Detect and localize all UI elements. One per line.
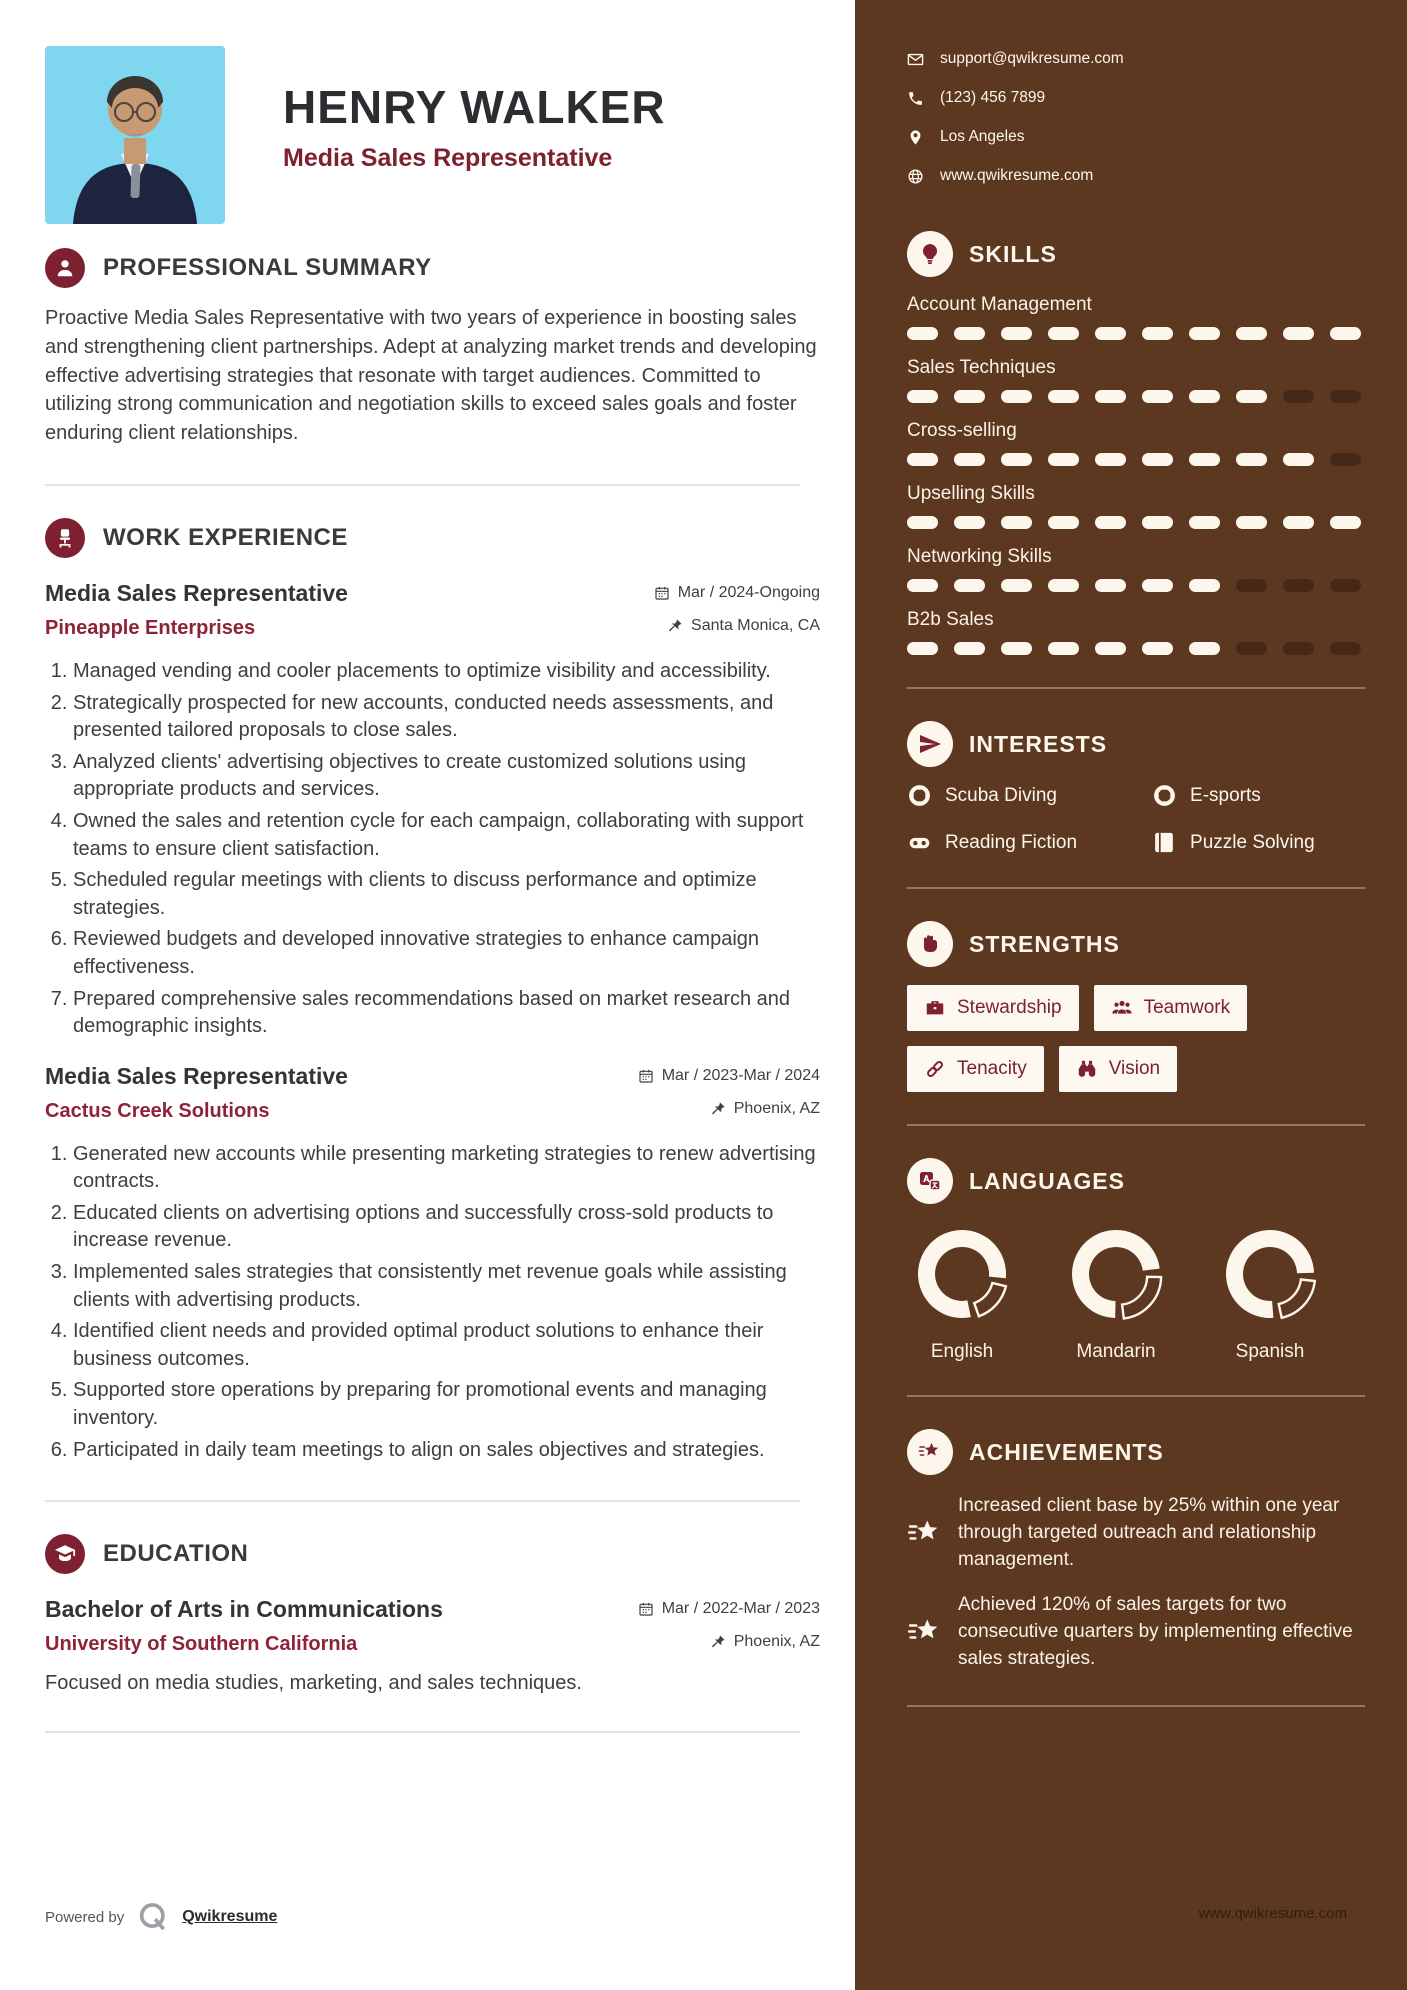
divider: [45, 484, 800, 486]
skill-label: Account Management: [907, 294, 1092, 315]
skill-dash: [1283, 327, 1314, 340]
experience-section: [45, 518, 820, 1464]
job-bullet: 5. Scheduled regular meetings with clients to discuss performance and optimize strategies.: [73, 867, 820, 922]
skill-dash: [907, 390, 938, 403]
phone-icon: [907, 90, 924, 107]
skill-dash: [1236, 390, 1267, 403]
skill-dash: [1095, 642, 1126, 655]
strength-chip: [907, 1046, 1044, 1092]
skill-dash: [1095, 327, 1126, 340]
skill-dash: [1189, 390, 1220, 403]
job-entry: [45, 580, 820, 1041]
skills-heading: SKILLS: [969, 240, 1057, 267]
job-bullet: 3. Implemented sales strategies that consistently met revenue goals while assisting clients with advertising products.: [73, 1259, 820, 1314]
skill-dash: [907, 516, 938, 529]
lifebuoy-icon: [907, 783, 932, 808]
skill-dash: [1142, 327, 1173, 340]
language-label: Spanish: [1235, 1341, 1305, 1362]
skill-dash: [1142, 642, 1173, 655]
job-date: [638, 1067, 820, 1085]
interests-section: [907, 721, 1365, 855]
job-bullet: 4. Owned the sales and retention cycle for each campaign, collaborating with support teams to ensure client satisfaction.: [73, 808, 820, 863]
skill-dash: [1001, 579, 1032, 592]
job-title-row: [45, 580, 820, 607]
header: [45, 46, 820, 224]
divider: [45, 1500, 800, 1502]
skill-dash: [1236, 579, 1267, 592]
skill-dash: [1001, 390, 1032, 403]
binoculars-icon: [1076, 1058, 1098, 1080]
job-date: [654, 584, 820, 602]
skill-dash: [954, 390, 985, 403]
job-bullets: [45, 658, 820, 1041]
skill-dash: [1048, 327, 1079, 340]
skill-dash: [1048, 579, 1079, 592]
strength-label: Stewardship: [957, 997, 1062, 1018]
achievement-text: Achieved 120% of sales targets for two consecutive quarters by implementing effective sales strategies.: [958, 1593, 1353, 1669]
job-company-row: [45, 607, 820, 640]
interest-item: [1152, 830, 1365, 855]
job-bullet: 1. Managed vending and cooler placements to optimize visibility and accessibility.: [73, 658, 820, 686]
lightbulb-icon: [907, 231, 953, 277]
education-heading: EDUCATION: [103, 1540, 249, 1568]
job-title: Media Sales Representative: [45, 1062, 348, 1089]
education-date-text: Mar / 2022-Mar / 2023: [661, 1600, 820, 1618]
job-bullet: 2. Educated clients on advertising options and successfully cross-sold products to increase revenue.: [73, 1200, 820, 1255]
job-company: Pineapple Enterprises: [45, 616, 256, 639]
language-donut: [907, 1224, 1017, 1329]
education-location-text: Phoenix, AZ: [733, 1633, 820, 1651]
footer: [45, 1900, 277, 1934]
language-donut: [1061, 1224, 1171, 1329]
powered-by-label: Powered by: [45, 1908, 125, 1926]
strength-label: Vision: [1108, 1058, 1161, 1079]
globe-icon: [907, 168, 924, 185]
interest-label: Puzzle Solving: [1190, 831, 1315, 853]
education-heading-row: [45, 1534, 820, 1574]
job-bullet: 3. Analyzed clients' advertising objectives to create customized solutions using appropriate products and services.: [73, 749, 820, 804]
job-bullet: 1. Generated new accounts while presenting marketing strategies to renew advertising contracts.: [73, 1141, 820, 1196]
sidebar-divider: [907, 1124, 1365, 1126]
skill-dash: [1236, 453, 1267, 466]
skill-label: Upselling Skills: [907, 483, 1035, 504]
shooting-star-icon: [907, 1429, 953, 1475]
graduate-icon: [45, 1534, 85, 1574]
skill-dash: [1189, 453, 1220, 466]
education-date: [638, 1600, 820, 1618]
skill-bar: [907, 516, 1365, 529]
jobs-list: [45, 580, 820, 1464]
achievements-section: [907, 1429, 1365, 1673]
pushpin-icon: [667, 618, 683, 634]
interest-label: Reading Fiction: [945, 831, 1078, 853]
interest-item: [907, 783, 1152, 808]
job-bullet: 6. Reviewed budgets and developed innovative strategies to enhance campaign effectiveness.: [73, 926, 820, 981]
job-location-text: Santa Monica, CA: [691, 616, 820, 634]
skill-dash: [1236, 516, 1267, 529]
sidebar-divider: [907, 1705, 1365, 1707]
languages-heading: LANGUAGES: [969, 1167, 1125, 1194]
translate-icon: [907, 1158, 953, 1204]
achievements-list: [907, 1493, 1365, 1673]
person-name: HENRY WALKER: [283, 81, 666, 133]
skill-dash: [1236, 642, 1267, 655]
skill-label: B2b Sales: [907, 609, 994, 630]
skill-dash: [1283, 390, 1314, 403]
language-item: [907, 1224, 1017, 1363]
skill-bar: [907, 327, 1365, 340]
achievement-item: [907, 1592, 1365, 1673]
people-icon: [1111, 997, 1133, 1019]
skill-dash: [1283, 516, 1314, 529]
divider: [45, 1731, 800, 1733]
skill-label: Sales Techniques: [907, 357, 1056, 378]
skill-dash: [907, 327, 938, 340]
skill-dash: [1001, 516, 1032, 529]
job-title-row: [45, 1063, 820, 1090]
skill-bar: [907, 642, 1365, 655]
sidebar-divider: [907, 887, 1365, 889]
interest-item: [1152, 783, 1365, 808]
skill-dash: [1001, 327, 1032, 340]
skills-section: [907, 231, 1365, 655]
skill-dash: [1236, 327, 1267, 340]
skill-dash: [1330, 579, 1361, 592]
skill-dash: [1048, 390, 1079, 403]
contact-item: [907, 50, 1365, 68]
school: University of Southern California: [45, 1633, 358, 1656]
calendar-icon: [654, 585, 670, 601]
skill-dash: [1283, 642, 1314, 655]
contact-block: [907, 50, 1365, 185]
interests-heading: INTERESTS: [969, 730, 1108, 757]
job-company: Cactus Creek Solutions: [45, 1099, 270, 1122]
book-icon: [1152, 830, 1177, 855]
contact-item: [907, 167, 1365, 185]
summary-heading: PROFESSIONAL SUMMARY: [103, 254, 432, 281]
strength-label: Teamwork: [1143, 997, 1231, 1018]
skill-label: Networking Skills: [907, 546, 1052, 567]
skill-dash: [1142, 516, 1173, 529]
job-date-text: Mar / 2023-Mar / 2024: [661, 1066, 820, 1084]
achievement-item: [907, 1493, 1365, 1574]
skill-dash: [1095, 390, 1126, 403]
summary-section: [45, 248, 820, 448]
contact-text: support@qwikresume.com: [940, 50, 1124, 67]
skill-dash: [1048, 642, 1079, 655]
watermark: www.qwikresume.com: [1198, 1905, 1347, 1922]
briefcase-icon: [924, 997, 946, 1019]
skill-dash: [1283, 579, 1314, 592]
skill-dash: [1095, 516, 1126, 529]
language-item: [1215, 1224, 1325, 1363]
strength-chip: [1094, 985, 1248, 1031]
fist-icon: [907, 921, 953, 967]
job-bullet: 4. Identified client needs and provided optimal product solutions to enhance their business outcomes.: [73, 1318, 820, 1373]
qwikresume-logo-icon: [136, 1900, 170, 1934]
skill-dash: [954, 516, 985, 529]
achievements-heading: ACHIEVEMENTS: [969, 1438, 1164, 1465]
skill-bar: [907, 453, 1365, 466]
main-column: [45, 0, 820, 1765]
chain-icon: [924, 1058, 946, 1080]
interest-label: Scuba Diving: [945, 784, 1057, 806]
shooting-star-icon: [907, 1493, 943, 1574]
skill-dash: [1189, 579, 1220, 592]
skill-dash: [1330, 327, 1361, 340]
lifebuoy-icon: [1152, 783, 1177, 808]
strength-label: Tenacity: [957, 1058, 1027, 1079]
skill-dash: [1330, 642, 1361, 655]
skills-list: [907, 294, 1365, 655]
strengths-heading: STRENGTHS: [969, 930, 1120, 957]
job-bullet: 5. Supported store operations by preparing for promotional events and managing inventory.: [73, 1377, 820, 1432]
job-bullet: 7. Prepared comprehensive sales recommendations based on market research and demographic insights.: [73, 986, 820, 1041]
skill-dash: [907, 642, 938, 655]
job-title: Media Sales Representative: [45, 579, 348, 606]
strength-chip: [907, 985, 1079, 1031]
skill-dash: [1283, 453, 1314, 466]
skill-dash: [954, 327, 985, 340]
contact-text: www.qwikresume.com: [940, 167, 1094, 184]
pushpin-icon: [710, 1634, 726, 1650]
contact-item: [907, 128, 1365, 146]
skill-dash: [1189, 327, 1220, 340]
skill-bar: [907, 390, 1365, 403]
shooting-star-icon: [907, 1592, 943, 1673]
job-entry: [45, 1063, 820, 1465]
person-bust-icon: [45, 248, 85, 288]
map-pin-icon: [907, 129, 924, 146]
skill-bar: [907, 579, 1365, 592]
strength-chip: [1059, 1046, 1177, 1092]
skill-dash: [907, 579, 938, 592]
achievement-text: Increased client base by 25% within one year through targeted outreach and relationship management.: [958, 1495, 1340, 1570]
education-location: [710, 1633, 820, 1651]
experience-heading-row: [45, 518, 820, 558]
skill-dash: [1001, 453, 1032, 466]
education-note: Focused on media studies, marketing, and sales techniques.: [45, 1672, 582, 1695]
contact-item: [907, 89, 1365, 107]
envelope-icon: [907, 51, 924, 68]
degree: Bachelor of Arts in Communications: [45, 1596, 443, 1623]
profile-photo: [45, 46, 225, 224]
qwikresume-link[interactable]: Qwikresume: [182, 1908, 278, 1925]
calendar-icon: [638, 1601, 654, 1617]
summary-text: Proactive Media Sales Representative with two years of experience in boosting sales and strengthening client partnerships. Adept at analyzing market trends and developing effective advertising strategies that resonate with target audiences. Committed to utilizing strong communication and negotiation skills to exceed sales goals and foster enduring client relationships.: [45, 307, 817, 445]
skill-dash: [1001, 642, 1032, 655]
job-bullet: 2. Strategically prospected for new accounts, conducted needs assessments, and presented tailored proposals to close sales.: [73, 690, 820, 745]
job-date-text: Mar / 2024-Ongoing: [677, 583, 820, 601]
skill-dash: [1142, 390, 1173, 403]
job-company-row: [45, 1090, 820, 1123]
strengths-section: [907, 921, 1365, 1092]
language-label: Mandarin: [1076, 1341, 1156, 1362]
skill-dash: [1189, 642, 1220, 655]
skill-dash: [1330, 516, 1361, 529]
office-chair-icon: [45, 518, 85, 558]
gamepad-icon: [907, 830, 932, 855]
skill-dash: [1330, 390, 1361, 403]
job-location: [710, 1100, 820, 1118]
interests-list: [907, 783, 1365, 855]
skill-dash: [1189, 516, 1220, 529]
job-location-text: Phoenix, AZ: [733, 1099, 820, 1117]
education-entry: [45, 1596, 820, 1695]
skill-dash: [954, 579, 985, 592]
job-bullets: [45, 1141, 820, 1465]
sidebar-divider: [907, 687, 1365, 689]
skill-dash: [954, 453, 985, 466]
language-item: [1061, 1224, 1171, 1363]
skill-label: Cross-selling: [907, 420, 1017, 441]
skill-dash: [1048, 516, 1079, 529]
experience-heading: WORK EXPERIENCE: [103, 523, 348, 551]
pushpin-icon: [710, 1101, 726, 1117]
languages-list: [907, 1224, 1365, 1363]
language-donut: [1215, 1224, 1325, 1329]
skill-dash: [907, 453, 938, 466]
sidebar-divider: [907, 1395, 1365, 1397]
skill-dash: [1142, 579, 1173, 592]
contact-text: Los Angeles: [940, 128, 1025, 145]
job-location: [667, 617, 820, 635]
interest-item: [907, 830, 1152, 855]
skill-dash: [1330, 453, 1361, 466]
skill-dash: [1142, 453, 1173, 466]
paper-plane-icon: [907, 721, 953, 767]
interest-label: E-sports: [1190, 784, 1261, 806]
skill-dash: [954, 642, 985, 655]
education-section: [45, 1534, 820, 1695]
calendar-icon: [638, 1068, 654, 1084]
skill-dash: [1048, 453, 1079, 466]
identity-block: [283, 46, 666, 173]
languages-section: [907, 1158, 1365, 1363]
job-bullet: 6. Participated in daily team meetings to align on sales objectives and strategies.: [73, 1437, 820, 1465]
skill-dash: [1095, 453, 1126, 466]
language-label: English: [930, 1341, 994, 1362]
job-title: Media Sales Representative: [283, 144, 613, 172]
strengths-list: [907, 985, 1365, 1092]
contact-text: (123) 456 7899: [940, 89, 1046, 106]
avatar: [45, 46, 225, 224]
summary-heading-row: [45, 248, 820, 288]
skill-dash: [1095, 579, 1126, 592]
sidebar: [855, 0, 1407, 1990]
